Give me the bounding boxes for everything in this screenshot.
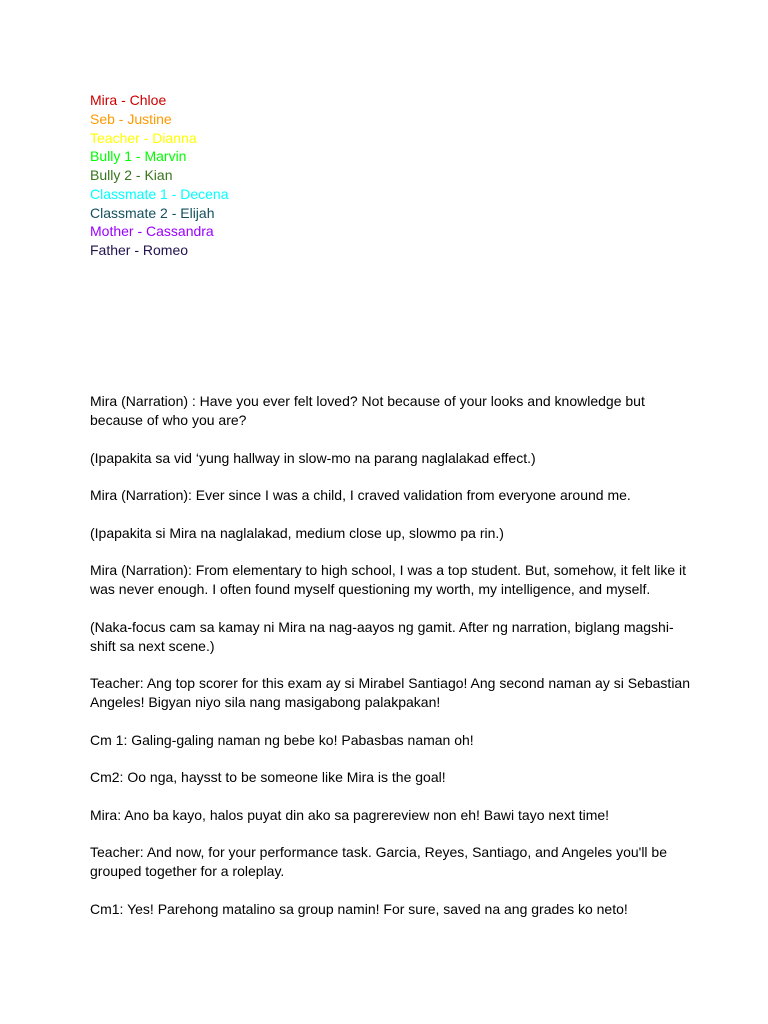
script-paragraph: Mira (Narration): From elementary to high school, I was a top student. But, somehow, it felt like it was never enough. I often found myself questioning my worth, my intelligence, and myself. [90,562,687,597]
cast-item-classmate-1: Classmate 1 - Decena [90,185,229,202]
cast-list [90,91,690,260]
script-paragraph: Mira (Narration): Ever since I was a child, I craved validation from everyone around me. [90,487,631,503]
script-body [90,392,690,937]
cast-item-teacher: Teacher - Dianna [90,129,197,146]
cast-item-mother: Mother - Cassandra [90,223,214,240]
cast-item-classmate-2: Classmate 2 - Elijah [90,204,215,221]
cast-item-bully-2: Bully 2 - Kian [90,167,173,183]
cast-item-mira: Mira - Chloe [90,92,167,108]
cast-item-seb: Seb - Justine [90,110,172,127]
script-paragraph: (Naka-focus cam sa kamay ni Mira na nag-aayos ng gamit. After ng narration, biglang magshi-shift sa next scene.) [90,618,674,654]
script-paragraph: (Ipapakita si Mira na naglalakad, medium close up, slowmo pa rin.) [90,524,504,541]
script-paragraph: Cm1: Yes! Parehong matalino sa group namin! For sure, saved na ang grades ko neto! [90,900,628,917]
script-paragraph: Cm2: Oo nga, haysst to be someone like Mira is the goal! [90,769,446,785]
script-paragraph: Mira (Narration) : Have you ever felt loved? Not because of your looks and knowledge but because of who you are? [90,393,645,428]
cast-item-bully-1: Bully 1 - Marvin [90,148,187,165]
script-paragraph: Mira: Ano ba kayo, halos puyat din ako sa pagrereview non eh! Bawi tayo next time! [90,806,610,823]
script-paragraph: Teacher: Ang top scorer for this exam ay si Mirabel Santiago! Ang second naman ay si Sebastian Angeles! Bigyan niyo sila nang masigabong palakpakan! [90,675,690,710]
cast-item-father: Father - Romeo [90,242,189,258]
script-paragraph: (Ipapakita sa vid ‘yung hallway in slow-mo na parang naglalakad effect.) [90,449,536,466]
script-paragraph: Cm 1: Galing-galing naman ng bebe ko! Pabasbas naman oh! [90,731,474,748]
script-paragraph: Teacher: And now, for your performance task. Garcia, Reyes, Santiago, and Angeles you'll be grouped together for a roleplay. [90,844,668,879]
